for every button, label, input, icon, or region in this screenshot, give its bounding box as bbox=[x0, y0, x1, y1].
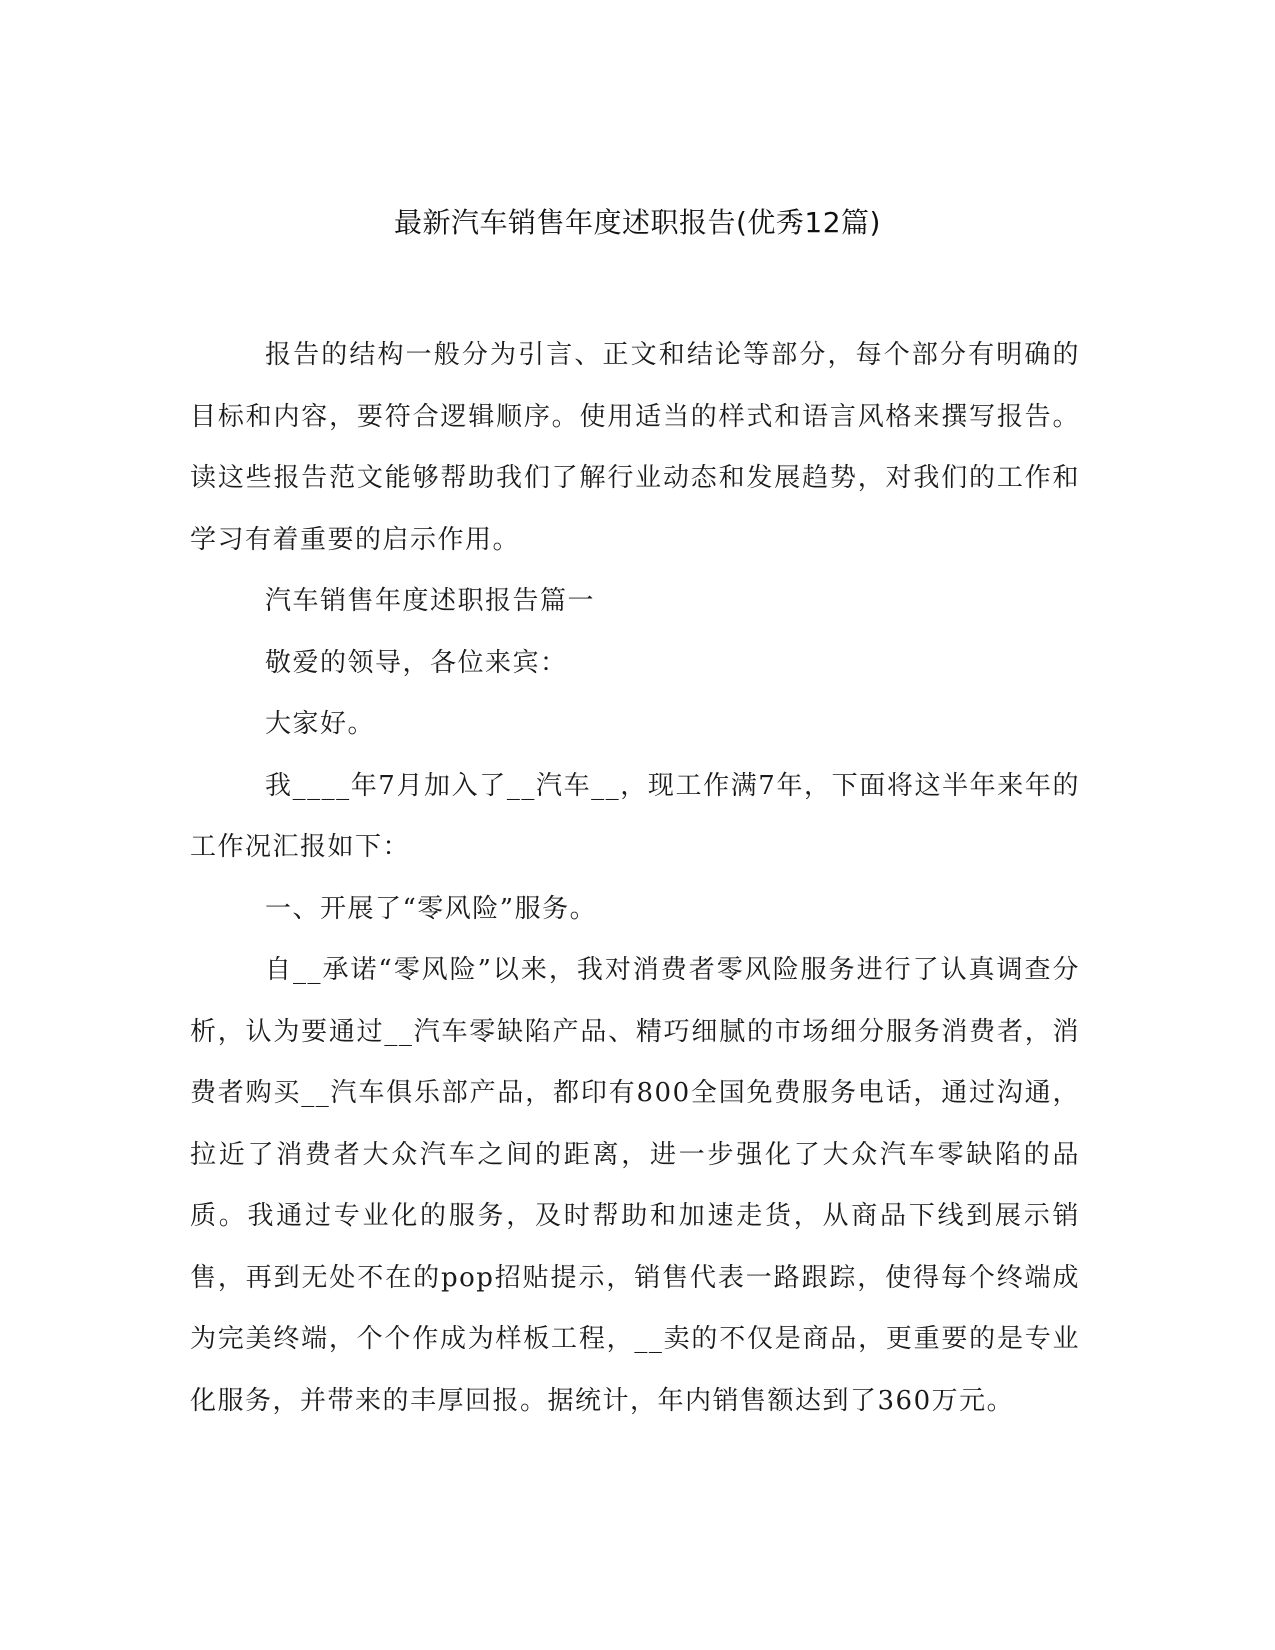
document-title: 最新汽车销售年度述职报告(优秀12篇) bbox=[394, 206, 881, 239]
body-paragraph: 自__承诺“零风险”以来，我对消费者零风险服务进行了认真调查分析，认为要通过__汽车零缺陷产品、精巧细腻的市场细分服务消费者，消费者购买__汽车俱乐部产品，都印有800全国免费服务电话，通过沟通，拉近了消费者大众汽车之间的距离，进一步强化了大众汽车零缺陷的品质。我通过专业化的服务，及时帮助和加速走货，从商品下线到展示销售，再到无处不在的pop招贴提示，销售代表一路跟踪，使得每个终端成为完美终端，个个作成为样板工程，__卖的不仅是商品，更重要的是专业化服务，并带来的丰厚回报。据统计，年内销售额达到了360万元。 bbox=[190, 955, 1080, 1416]
greeting: 大家好。 bbox=[265, 709, 376, 739]
opening-paragraph: 我____年7月加入了__汽车__，现工作满7年，下面将这半年来年的工作况汇报如下： bbox=[190, 770, 1080, 862]
subsection-heading: 一、开展了“零风险”服务。 bbox=[265, 893, 598, 924]
document-body bbox=[190, 325, 1080, 1432]
salutation: 敬爱的领导，各位来宾： bbox=[265, 647, 568, 678]
intro-paragraph: 报告的结构一般分为引言、正文和结论等部分，每个部分有明确的目标和内容，要符合逻辑顺序。使用适当的样式和语言风格来撰写报告。读这些报告范文能够帮助我们了解行业动态和发展趋势，对我们的工作和学习有着重要的启示作用。 bbox=[190, 340, 1080, 555]
section-heading: 汽车销售年度述职报告篇一 bbox=[265, 586, 596, 616]
